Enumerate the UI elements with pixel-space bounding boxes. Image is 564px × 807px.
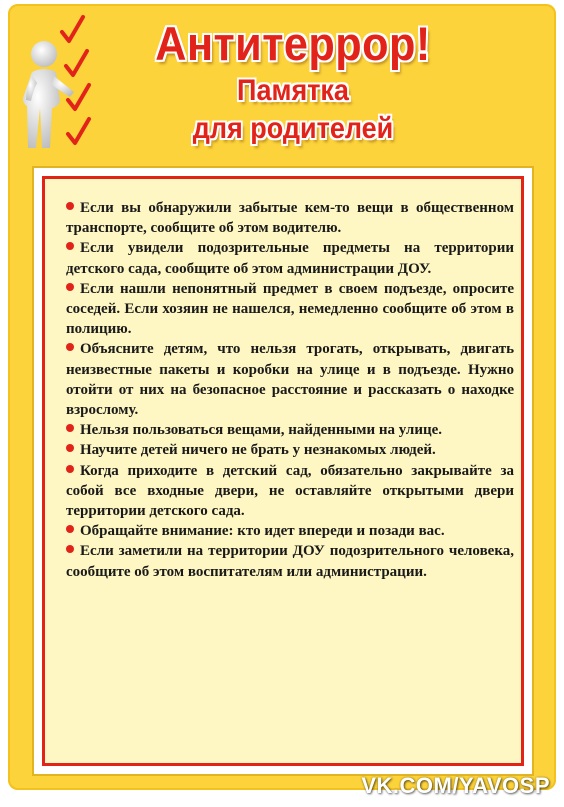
red-dot-icon [66,202,74,210]
red-dot-icon [66,424,74,432]
title-block [128,6,458,164]
content-panel-inner [42,176,524,766]
list-item [66,420,514,440]
list-item-text: Если заметили на территории ДОУ подозрительного человека, сообщите об этом воспитателям или администрации. [66,543,514,580]
list-item [66,461,514,522]
red-dot-icon [66,283,74,291]
red-dot-icon [66,465,74,473]
red-dot-icon [66,343,74,351]
list-item [66,198,514,238]
red-dot-icon [66,545,74,553]
list-item [66,521,514,541]
list-item-text: Обращайте внимание: кто идет впереди и позади вас. [80,523,445,540]
list-item-text: Если нашли непонятный предмет в своем подъезде, опросите соседей. Если хозяин не нашелся, немедленно сообщите об этом в полицию. [66,280,514,338]
list-item-text: Если увидели подозрительные предметы на территории детского сада, сообщите об этом администрации ДОУ. [66,240,514,277]
list-item [66,238,514,278]
list-item-text: Если вы обнаружили забытые кем-то вещи в общественном транспорте, сообщите об этом водителю. [66,200,514,237]
subtitle-line-1: Памятка [237,74,349,107]
list-item [66,541,514,581]
list-item-text: Научите детей ничего не брать у незнакомых людей. [80,442,436,459]
figure-with-checkmarks-icon [18,10,126,160]
red-dot-icon [66,525,74,533]
red-dot-icon [66,444,74,452]
list-item [66,440,514,460]
instructions-list [66,198,514,582]
list-item-text: Нельзя пользоваться вещами, найденными на улице. [80,422,443,439]
list-item-text: Когда приходите в детский сад, обязательно закрывайте за собой все входные двери, не оставляйте открытыми двери территории детского сада. [66,462,514,520]
subtitle-line-2: для родителей [192,112,394,145]
list-item [66,339,514,420]
list-item [66,279,514,340]
page-title: Антитеррор! [155,17,431,70]
content-panel [34,168,532,774]
watermark: VK.COM/YAVOSP [361,773,550,798]
list-item-text: Объясните детям, что нельзя трогать, открывать, двигать неизвестные пакеты и коробки на улице и в подъезде. Нужно отойти от них на безопасное расстояние и рассказать о находке взрослому. [66,341,514,419]
red-dot-icon [66,242,74,250]
